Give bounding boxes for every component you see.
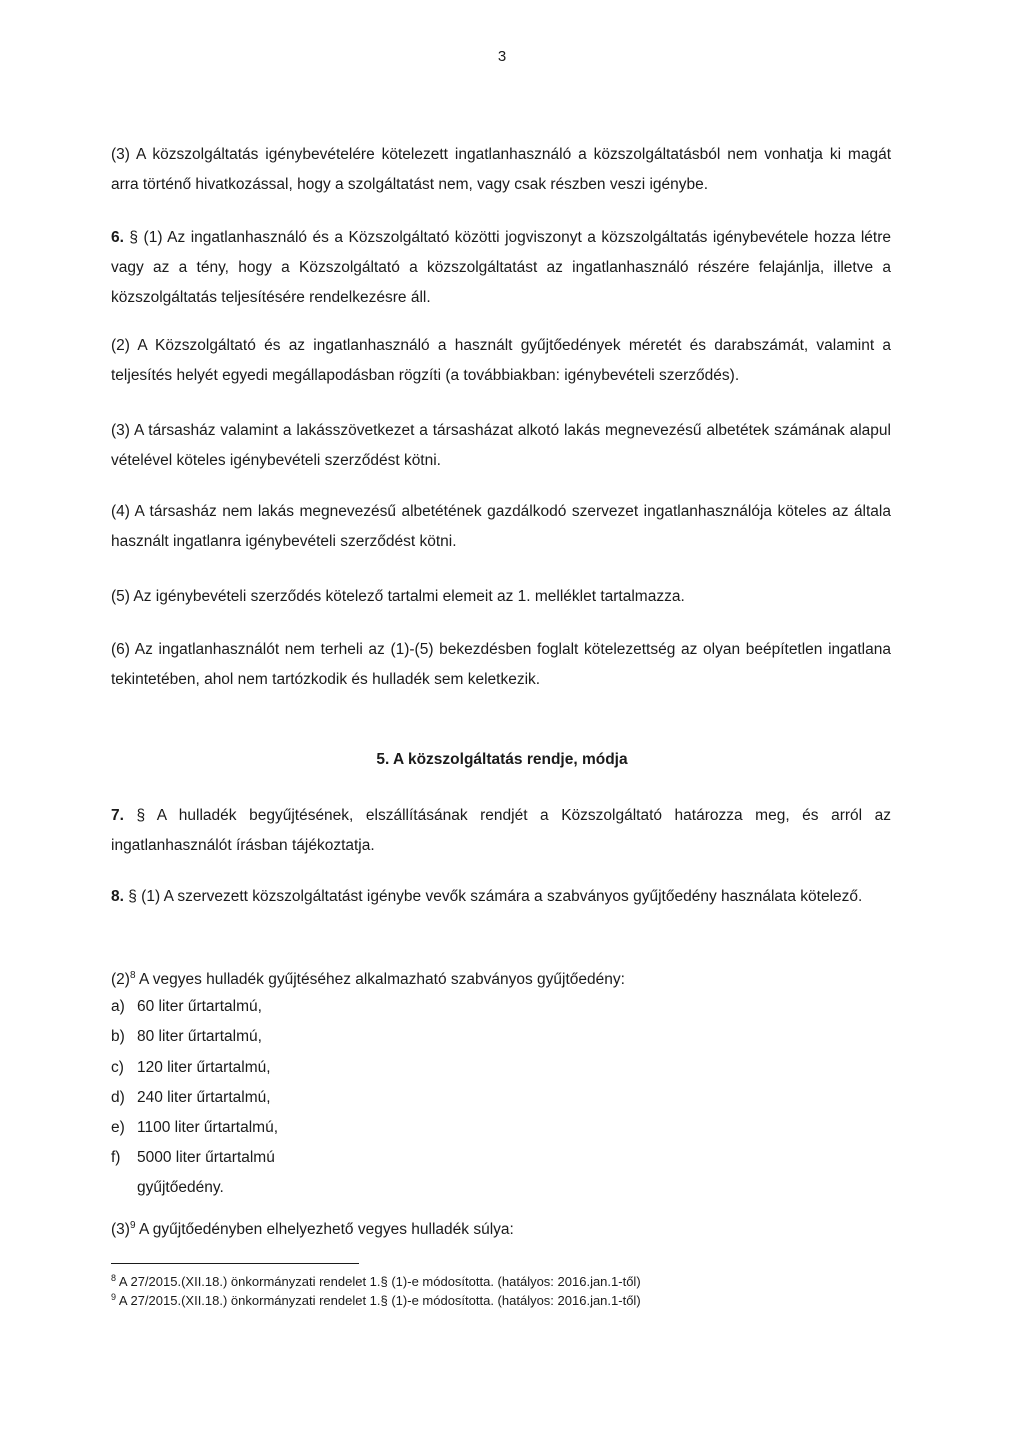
container-size-list [111, 992, 278, 1197]
list-item-text: 80 liter űrtartalmú, [137, 1028, 262, 1046]
list-item-text: 120 liter űrtartalmú, [137, 1058, 271, 1076]
paragraph-8-2 [111, 965, 891, 995]
paragraph-8-3-text: A gyűjtőedényben elhelyezhető vegyes hulladék súlya: [135, 1221, 514, 1238]
list-marker: c) [111, 1058, 124, 1076]
list-marker: e) [111, 1119, 125, 1137]
paragraph-6-2: (2) A Közszolgáltató és az ingatlanhasználó a használt gyűjtőedények méretét és darabszámát, valamint a teljesítés helyét egyedi megállapodásban rögzíti (a továbbiakban: igénybevételi szerződés). [111, 337, 891, 384]
list-item-text: 240 liter űrtartalmú, [137, 1088, 271, 1106]
footnote-9 [111, 1292, 641, 1311]
section-heading-5: 5. A közszolgáltatás rendje, módja [376, 751, 628, 768]
list-marker: d) [111, 1088, 125, 1106]
footnote-8 [111, 1273, 641, 1292]
footnote-text: A 27/2015.(XII.18.) önkormányzati rendelet 1.§ (1)-e módosította. (hatályos: 2016.jan.1-től) [116, 1274, 641, 1289]
list-item [111, 1113, 278, 1143]
paragraph-8-3 [111, 1215, 891, 1245]
list-marker: b) [111, 1028, 125, 1046]
section-6-text: § (1) Az ingatlanhasználó és a Közszolgáltató közötti jogviszonyt a közszolgáltatás igénybevétele hozza létre vagy az a tény, hogy a Közszolgáltató a közszolgáltatást az ingatlanhasználó részére felajánlja, illetve a közszolgáltatás teljesítésére rendelkezésre áll. [111, 229, 891, 306]
paragraph-5-3: (3) A közszolgáltatás igénybevételére kötelezett ingatlanhasználó a közszolgáltatásból nem vonhatja ki magát arra történő hivatkozással, hogy a szolgáltatást nem, vagy csak részben veszi igénybe. [111, 146, 891, 193]
paragraph-8-1 [111, 882, 891, 912]
paragraph-6-4: (4) A társasház nem lakás megnevezésű albetétének gazdálkodó szervezet ingatlanhasználója köteles az általa használt ingatlanra igénybevételi szerződést kötni. [111, 503, 891, 550]
list-item [111, 1083, 278, 1113]
list-item [111, 1053, 278, 1083]
list-marker: f) [111, 1149, 121, 1167]
list-item-text: 60 liter űrtartalmú, [137, 998, 262, 1015]
list-item-continuation: gyűjtőedény. [137, 1179, 224, 1197]
page-number: 3 [497, 48, 507, 65]
paragraph-6-5: (5) Az igénybevételi szerződés kötelező tartalmi elemeit az 1. melléklet tartalmazza. [111, 588, 685, 605]
paragraph-7 [111, 801, 891, 861]
footnotes [111, 1273, 641, 1310]
section-number-6: 6. [111, 229, 124, 246]
paragraph-6-6: (6) Az ingatlanhasználót nem terheli az (1)-(5) bekezdésben foglalt kötelezettség az olyan beépítetlen ingatlana tekintetében, ahol nem tartózkodik és hulladék sem keletkezik. [111, 641, 891, 688]
list-item [111, 992, 278, 1022]
section-number-7: 7. [111, 807, 124, 824]
footnote-number: 9 [111, 1291, 117, 1302]
footnote-ref-8[interactable]: 8 [129, 970, 136, 981]
footnote-divider [111, 1263, 359, 1264]
list-item [111, 1022, 278, 1052]
paragraph-8-2-prefix: (2) [111, 971, 130, 988]
section-8-text: § (1) A szervezett közszolgáltatást igénybe vevők számára a szabványos gyűjtőedény használata kötelező. [123, 888, 863, 905]
footnote-ref-9[interactable]: 9 [129, 1220, 136, 1231]
paragraph-8-3-prefix: (3) [111, 1221, 130, 1238]
section-number-8: 8. [111, 888, 124, 905]
footnote-number: 8 [111, 1273, 117, 1283]
section-7-text: § A hulladék begyűjtésének, elszállításának rendjét a Közszolgáltató határozza meg, és arról az ingatlanhasználót írásban tájékoztatja. [111, 807, 891, 854]
list-item [111, 1143, 278, 1197]
list-item-text: 1100 liter űrtartalmú, [137, 1119, 278, 1137]
paragraph-6-1 [111, 223, 891, 313]
list-marker: a) [111, 998, 125, 1015]
list-item-text: 5000 liter űrtartalmú [137, 1149, 275, 1167]
footnote-text: A 27/2015.(XII.18.) önkormányzati rendelet 1.§ (1)-e módosította. (hatályos: 2016.jan.1-től) [116, 1292, 641, 1308]
paragraph-6-3: (3) A társasház valamint a lakásszövetkezet a társasházat alkotó lakás megnevezésű albetétek számának alapul vételével köteles igénybevételi szerződést kötni. [111, 422, 891, 469]
paragraph-8-2-text: A vegyes hulladék gyűjtéséhez alkalmazható szabványos gyűjtőedény: [135, 971, 625, 988]
